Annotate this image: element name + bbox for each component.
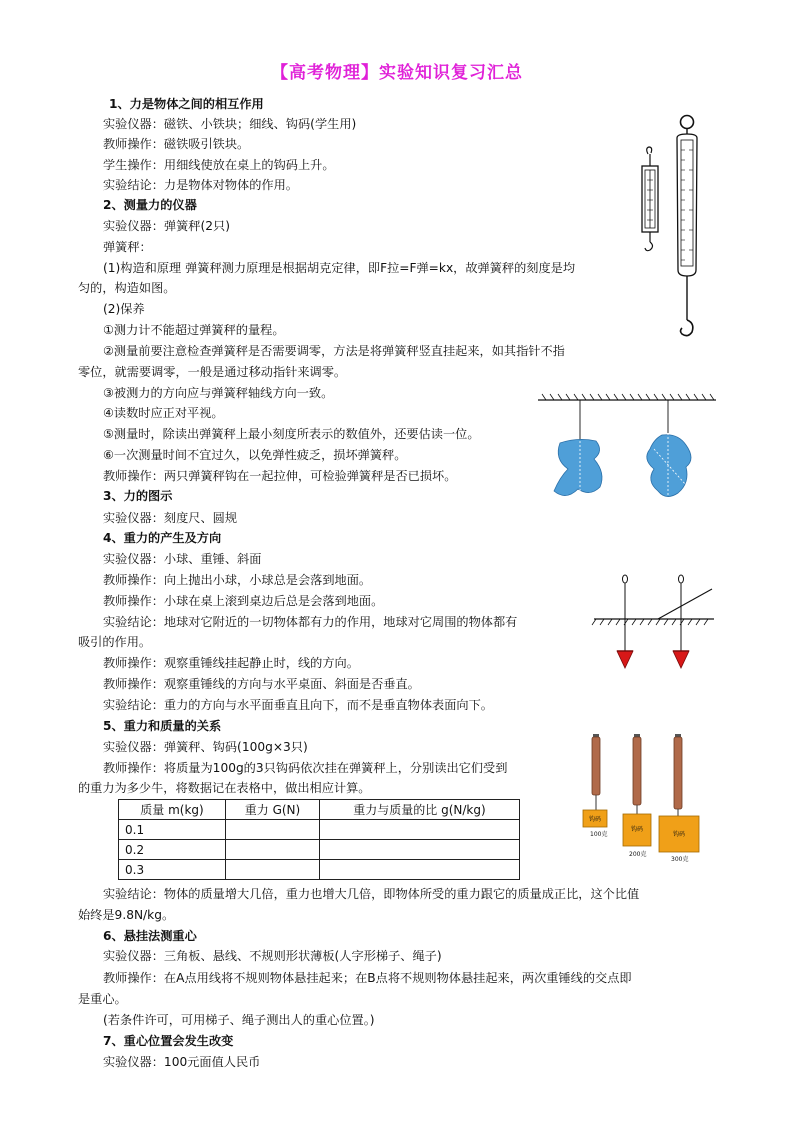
section-heading-5: 5、重力和质量的关系: [103, 719, 222, 733]
table-row: [119, 860, 520, 880]
text-line: 实验结论：物体的质量增大几倍，重力也增大几倍，即物体所受的重力跟它的质量成正比，这个比值: [103, 887, 640, 901]
table-cell: [226, 860, 320, 880]
plumb-bob-left: [617, 575, 633, 668]
table-cell: 0.3: [119, 860, 226, 880]
text-line: 教师操作：磁铁吸引铁块。: [103, 137, 250, 151]
scale-100g: [583, 734, 607, 838]
text-line: (2)保养: [103, 302, 145, 316]
weight-tag: 钩码: [631, 826, 644, 833]
text-line: ①测力计不能超过弹簧秤的量程。: [103, 323, 285, 337]
table-header: 质量 m(kg): [119, 800, 226, 820]
text-line: 零位，就需要调零，一般是通过移动指针来调零。: [78, 365, 347, 379]
plumb-line-figure: [592, 571, 717, 676]
text-line: 实验结论：地球对它附近的一切物体都有力的作用，地球对它周围的物体都有: [103, 615, 518, 629]
table-row: [119, 820, 520, 840]
page-title: 【高考物理】实验知识复习汇总: [271, 63, 523, 83]
text-line: 教师操作：向上抛出小球，小球总是会落到地面。: [103, 573, 372, 587]
large-spring-scale: [677, 116, 697, 336]
section-heading-6: 6、悬挂法测重心: [103, 929, 197, 943]
text-line: 实验仪器：100元面值人民币: [103, 1055, 261, 1069]
table-cell: [226, 820, 320, 840]
text-line: 教师操作：两只弹簧秤钩在一起拉伸，可检验弹簧秤是否已损坏。: [103, 469, 457, 483]
weight-tag: 钩码: [589, 816, 602, 823]
scale-200g: [623, 734, 651, 858]
text-line: 实验仪器：弹簧秤(2只): [103, 219, 230, 233]
text-line: 实验仪器：小球、重锤、斜面: [103, 552, 262, 566]
text-line: 实验结论：重力的方向与水平面垂直且向下，而不是垂直物体表面向下。: [103, 698, 493, 712]
text-line: ②测量前要注意检查弹簧秤是否需要调零，方法是将弹簧秤竖直挂起来，如其指针不指: [103, 344, 565, 358]
section-heading-7: 7、重心位置会发生改变: [103, 1034, 234, 1048]
scale-300g: [659, 734, 699, 863]
text-line: 教师操作：小球在桌上滚到桌边后总是会落到地面。: [103, 594, 384, 608]
text-line: 教师操作：将质量为100g的3只钩码依次挂在弹簧秤上，分别读出它们受到: [103, 761, 508, 775]
text-line: (1)构造和原理 弹簧秤测力原理是根据胡克定律，即F拉=F弹=kx，故弹簧秤的刻度是均: [103, 261, 576, 275]
small-spring-scale: [642, 147, 658, 251]
section-heading-2: 2、测量力的仪器: [103, 198, 197, 212]
section-heading-4: 4、重力的产生及方向: [103, 531, 222, 545]
mass-gravity-table: [118, 799, 520, 880]
text-line: ③被测力的方向应与弹簧秤轴线方向一致。: [103, 386, 334, 400]
table-cell: [320, 860, 520, 880]
text-line: 实验结论：力是物体对物体的作用。: [103, 178, 298, 192]
weight-label-100g: 100克: [590, 831, 608, 838]
text-line: 实验仪器：弹簧秤、钩码(100g×3只): [103, 740, 308, 754]
text-line: 的重力为多少牛，将数据记在表格中，做出相应计算。: [78, 781, 371, 795]
text-line: 学生操作：用细线使放在桌上的钩码上升。: [103, 158, 335, 172]
weights-figure: [575, 730, 715, 865]
text-line: 吸引的作用。: [78, 635, 152, 649]
table-cell: [226, 840, 320, 860]
table-cell: [320, 840, 520, 860]
text-line: 教师操作：观察重锤线的方向与水平桌面、斜面是否垂直。: [103, 677, 420, 691]
text-line: 是重心。: [78, 992, 127, 1006]
irregular-plate-a: [554, 439, 602, 495]
table-row: [119, 840, 520, 860]
spring-scale-figure: [630, 110, 710, 340]
text-line: 实验仪器：磁铁、小铁块；细线、钩码(学生用): [103, 117, 357, 131]
table-header: 重力 G(N): [226, 800, 320, 820]
table-header: 重力与质量的比 g(N/kg): [320, 800, 520, 820]
table-cell: 0.2: [119, 840, 226, 860]
weight-label-200g: 200克: [629, 851, 647, 858]
text-line: ④读数时应正对平视。: [103, 406, 224, 420]
table-cell: 0.1: [119, 820, 226, 840]
text-line: (若条件许可，可用梯子、绳子测出人的重心位置。): [103, 1013, 375, 1027]
section-heading-3: 3、力的图示: [103, 489, 173, 503]
text-line: ⑤测量时，除读出弹簧秤上最小刻度所表示的数值外，还要估读一位。: [103, 427, 480, 441]
weight-tag: 钩码: [673, 831, 686, 838]
text-line: 教师操作：观察重锤线挂起静止时，线的方向。: [103, 656, 359, 670]
suspension-figure: [538, 393, 718, 508]
text-line: 实验仪器：刻度尺、圆规: [103, 511, 238, 525]
plumb-bob-right: [673, 575, 689, 668]
text-line: 匀的，构造如图。: [78, 281, 176, 295]
text-line: ⑥一次测量时间不宜过久，以免弹性疲乏，损坏弹簧秤。: [103, 448, 407, 462]
text-line: 实验仪器：三角板、悬线、不规则形状薄板(人字形梯子、绳子): [103, 949, 442, 963]
text-line: 始终是9.8N/kg。: [78, 908, 175, 922]
text-line: 弹簧秤：: [103, 240, 152, 254]
irregular-plate-b: [647, 435, 691, 497]
weight-label-300g: 300克: [671, 856, 689, 863]
table-cell: [320, 820, 520, 840]
section-heading-1: 1、力是物体之间的相互作用: [109, 97, 264, 111]
text-line: 教师操作：在A点用线将不规则物体悬挂起来；在B点将不规则物体悬挂起来，两次重锤线的交点即: [103, 971, 632, 985]
